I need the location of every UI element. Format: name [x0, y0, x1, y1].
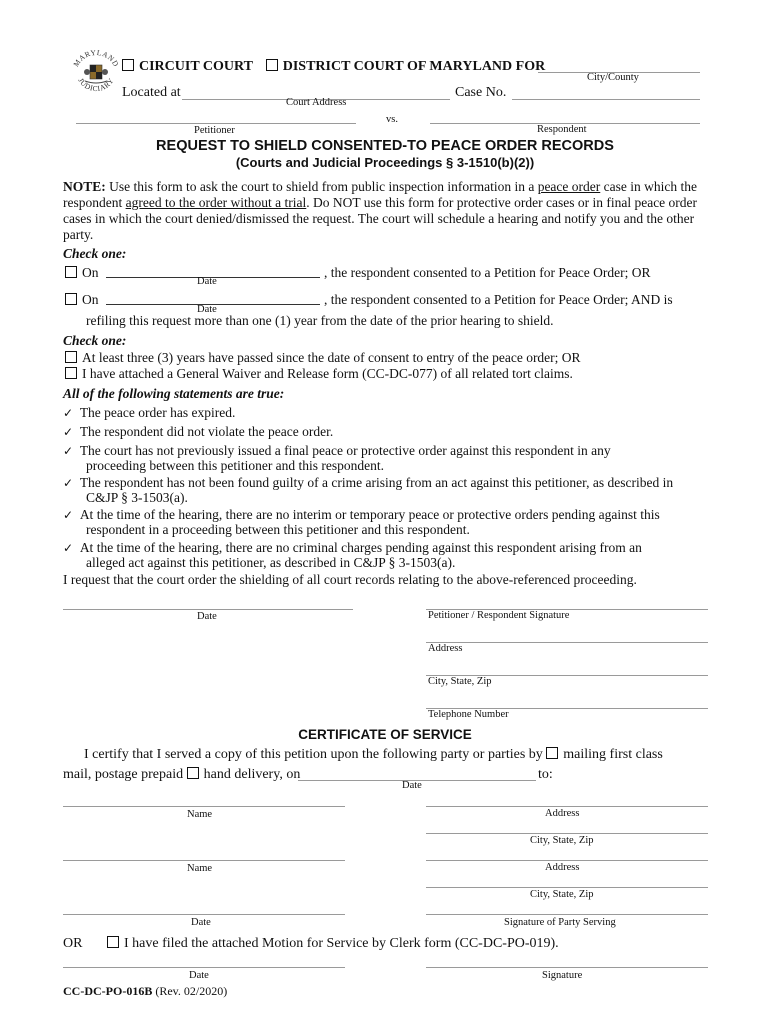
motion-label: I have filed the attached Motion for Service by Clerk form (CC-DC-PO-019). — [124, 936, 559, 951]
statement-item — [63, 405, 235, 421]
statement-item — [63, 424, 333, 440]
consent-option-2-on: On — [82, 292, 99, 307]
telephone-label: Telephone Number — [428, 709, 509, 720]
note-text-3: respondent — [63, 195, 123, 210]
check-one-heading-2: Check one: — [63, 333, 127, 348]
agreed-without-trial-link[interactable]: agreed to the order without a trial — [125, 195, 307, 210]
court-address-label: Court Address — [286, 97, 347, 108]
circuit-court-checkbox[interactable] — [122, 59, 134, 71]
statement-text: The court has not previously issued a final peace or protective order against this respondent in any — [79, 443, 611, 458]
note-text-4: . Do NOT use this form for protective order cases or in final peace order — [306, 195, 698, 210]
consent-option-2-cont: refiling this request more than one (1) year from the date of the prior hearing to shield. — [86, 313, 554, 328]
statement-item — [63, 443, 611, 459]
statement-item — [63, 540, 642, 556]
form-subtitle: (Courts and Judicial Proceedings § 3-1510(b)(2)) — [235, 155, 535, 170]
address-2-label: Address — [545, 862, 580, 873]
checkmark-icon: ✓ — [63, 541, 74, 555]
or-label: OR — [63, 936, 83, 951]
service-date-label: Date — [402, 780, 422, 791]
date-label: Date — [197, 611, 217, 622]
motion-option — [107, 936, 559, 952]
address-label: Address — [428, 643, 463, 654]
form-number — [63, 984, 227, 999]
name-2-field[interactable] — [63, 860, 345, 861]
serving-date-field[interactable] — [63, 914, 345, 915]
request-statement: I request that the court order the shielding of all court records relating to the above-referenced proceeding. — [63, 572, 637, 587]
certificate-heading: CERTIFICATE OF SERVICE — [298, 727, 472, 742]
clerk-date-label: Date — [189, 970, 209, 981]
city-county-label: City/County — [587, 72, 639, 83]
certificate-line-2 — [63, 767, 300, 783]
district-court-label: DISTRICT COURT OF MARYLAND FOR — [282, 59, 546, 74]
respondent-label: Respondent — [537, 124, 587, 135]
waiver-label: I have attached a General Waiver and Release form (CC-DC-077) of all related tort claims. — [82, 366, 573, 381]
located-at-label: Located at — [122, 85, 181, 100]
district-court-checkbox[interactable] — [266, 59, 278, 71]
statement-cont: C&JP § 3-1503(a). — [86, 490, 188, 505]
city-state-zip-2-field[interactable] — [426, 887, 708, 888]
date-field[interactable] — [63, 609, 353, 610]
court-type-row — [122, 59, 545, 75]
certificate-text-1: I certify that I served a copy of this petition upon the following party or parties by — [84, 747, 543, 762]
waiver-checkbox[interactable] — [65, 367, 77, 379]
name-1-field[interactable] — [63, 806, 345, 807]
city-state-zip-label: City, State, Zip — [428, 676, 492, 687]
form-title: REQUEST TO SHIELD CONSENTED-TO PEACE ORDER RECORDS — [156, 138, 614, 154]
circuit-court-label: CIRCUIT COURT — [139, 59, 253, 74]
clerk-signature-field[interactable] — [426, 967, 708, 968]
serving-signature-label: Signature of Party Serving — [504, 917, 616, 928]
consent-option-2-checkbox[interactable] — [65, 293, 77, 305]
statement-item — [63, 507, 660, 523]
note-line-2 — [63, 195, 697, 211]
to-label: to: — [538, 767, 553, 782]
maryland-judiciary-seal — [68, 45, 124, 101]
address-1-field[interactable] — [426, 806, 708, 807]
name-1-label: Name — [187, 809, 213, 820]
svg-text:MARYLAND: MARYLAND — [71, 47, 121, 69]
consent-date-2-label: Date — [197, 304, 217, 315]
statement-text: At the time of the hearing, there are no interim or temporary peace or protective orders pending against this — [79, 507, 660, 522]
statement-text: At the time of the hearing, there are no criminal charges pending against this respondent arising from an — [79, 540, 642, 555]
statement-cont: respondent in a proceeding between this petitioner and this respondent. — [86, 522, 470, 537]
checkmark-icon: ✓ — [63, 425, 74, 439]
city-state-zip-2-label: City, State, Zip — [530, 889, 594, 900]
clerk-signature-label: Signature — [542, 970, 583, 981]
certificate-line-1 — [84, 747, 663, 763]
consent-date-1-label: Date — [197, 276, 217, 287]
three-years-label: At least three (3) years have passed since the date of consent to entry of the peace order; OR — [82, 350, 581, 365]
consent-option-2 — [65, 292, 99, 308]
mail-postage-label: mail, postage prepaid — [63, 767, 184, 782]
clerk-date-field[interactable] — [63, 967, 345, 968]
petitioner-field[interactable] — [76, 123, 356, 124]
motion-checkbox[interactable] — [107, 936, 119, 948]
form-revision: (Rev. 02/2020) — [155, 984, 228, 998]
statement-text: The respondent has not been found guilty of a crime arising from an act against this petitioner, as described in — [79, 475, 674, 490]
address-2-field[interactable] — [426, 860, 708, 861]
note-text-2: case in which the — [603, 179, 697, 194]
signature-label: Petitioner / Respondent Signature — [428, 610, 570, 621]
consent-option-1-checkbox[interactable] — [65, 266, 77, 278]
case-no-field[interactable] — [512, 99, 700, 100]
city-state-zip-1-label: City, State, Zip — [530, 835, 594, 846]
svg-text:JUDICIARY: JUDICIARY — [76, 76, 116, 94]
note-label: NOTE: — [63, 179, 106, 194]
checkmark-icon: ✓ — [63, 476, 74, 490]
form-number-code: CC-DC-PO-016B — [63, 984, 153, 998]
petitioner-label: Petitioner — [194, 125, 235, 136]
statement-text: The respondent did not violate the peace order. — [79, 424, 334, 439]
consent-option-1 — [65, 265, 99, 281]
consent-option-2-text: , the respondent consented to a Petition for Peace Order; AND is — [324, 292, 673, 307]
name-2-label: Name — [187, 863, 213, 874]
checkmark-icon: ✓ — [63, 508, 74, 522]
note-text-1: Use this form to ask the court to shield from public inspection information in a — [109, 179, 535, 194]
waiver-option — [65, 366, 573, 382]
note-line-3: cases in which the court denied/dismissed the request. The court will schedule a hearing and notify you and the other — [63, 211, 695, 226]
peace-order-link[interactable]: peace order — [537, 179, 601, 194]
hand-delivery-checkbox[interactable] — [187, 767, 199, 779]
three-years-option — [65, 350, 581, 366]
statement-item — [63, 475, 673, 491]
city-state-zip-1-field[interactable] — [426, 833, 708, 834]
consent-option-1-text: , the respondent consented to a Petition for Peace Order; OR — [324, 265, 651, 280]
address-field[interactable] — [426, 642, 708, 643]
statement-cont: proceeding between this petitioner and this respondent. — [86, 458, 385, 473]
note-line-4: party. — [63, 227, 94, 242]
statements-heading: All of the following statements are true: — [63, 386, 285, 401]
checkmark-icon: ✓ — [63, 444, 74, 458]
hand-delivery-label: hand delivery, on — [203, 767, 301, 782]
statement-cont: alleged act against this petitioner, as described in C&JP § 3-1503(a). — [86, 555, 456, 570]
serving-date-label: Date — [191, 917, 211, 928]
consent-option-1-on: On — [82, 265, 99, 280]
address-1-label: Address — [545, 808, 580, 819]
mailing-checkbox[interactable] — [546, 747, 558, 759]
check-one-heading-1: Check one: — [63, 246, 127, 261]
mailing-label: mailing first class — [563, 747, 663, 762]
serving-signature-field[interactable] — [426, 914, 708, 915]
checkmark-icon: ✓ — [63, 406, 74, 420]
vs-label: vs. — [386, 114, 398, 125]
statement-text: The peace order has expired. — [79, 405, 236, 420]
three-years-checkbox[interactable] — [65, 351, 77, 363]
note-line-1 — [63, 179, 697, 195]
case-no-label: Case No. — [455, 85, 507, 100]
